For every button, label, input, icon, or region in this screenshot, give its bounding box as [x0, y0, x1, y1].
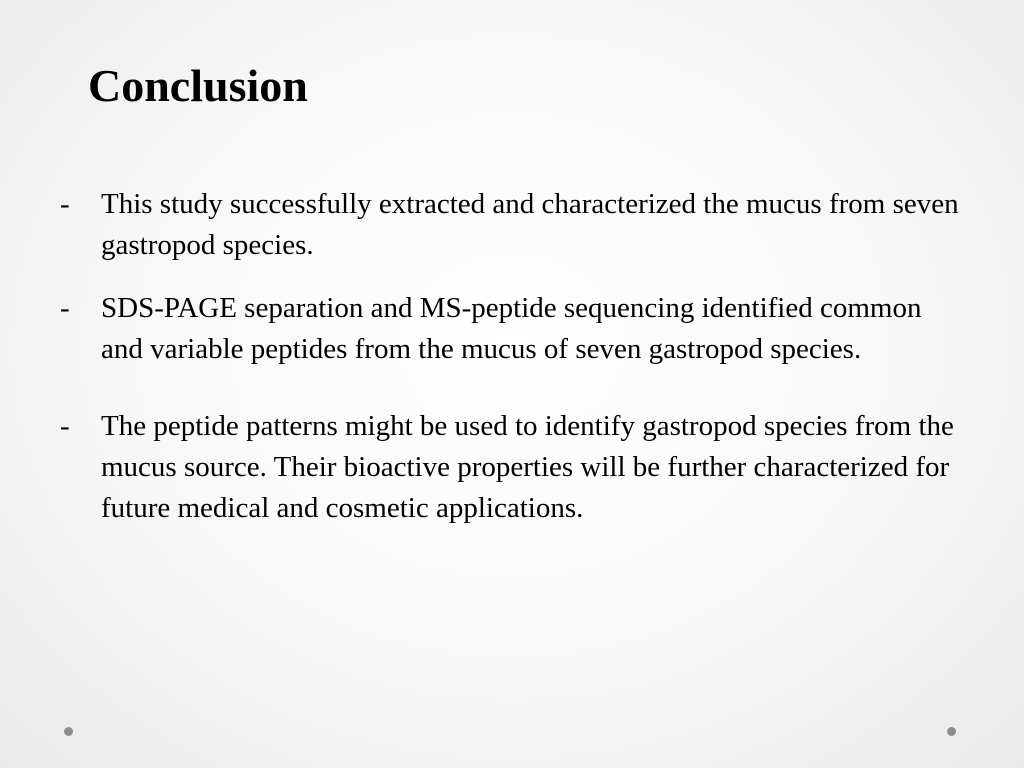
corner-dot-left [64, 727, 73, 736]
bullet-item [60, 406, 960, 529]
bullet-text: The peptide patterns might be used to identify gastropod species from the mucus source. Their bioactive properties will be further characterized for future medical and cosmetic applications. [101, 410, 954, 524]
corner-dot-right [947, 727, 956, 736]
bullet-item [60, 184, 960, 266]
slide-title: Conclusion [88, 60, 308, 111]
bullet-item [60, 288, 960, 370]
bullet-marker: - [60, 188, 70, 220]
bullet-text: SDS-PAGE separation and MS-peptide sequencing identified common and variable peptides from the mucus of seven gastropod species. [101, 292, 922, 365]
bullet-marker: - [60, 410, 70, 442]
bullet-list [60, 184, 960, 529]
bullet-text: This study successfully extracted and characterized the mucus from seven gastropod species. [101, 188, 959, 261]
bullet-marker: - [60, 292, 70, 324]
